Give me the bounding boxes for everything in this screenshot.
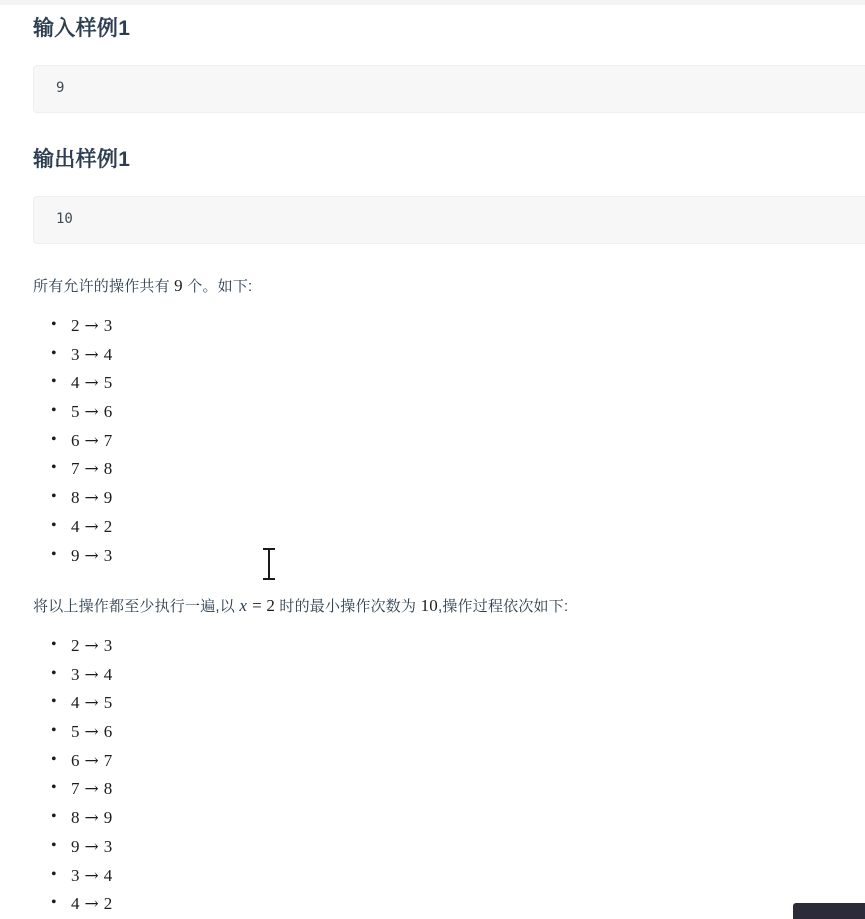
operation-from: 3 (71, 865, 80, 885)
operation-to: 6 (103, 402, 113, 422)
heading-input-sample-1: 输入样例1 (33, 17, 131, 40)
operation-from: 8 (71, 488, 80, 508)
code-block-output-sample-1[interactable]: 10 (33, 196, 865, 244)
arrow-icon: → (84, 316, 99, 336)
operation-from: 7 (71, 459, 80, 479)
arrow-icon: → (84, 808, 99, 829)
list-item (71, 774, 112, 803)
paragraph-2-suffix: ,操作过程依次如下: (437, 598, 569, 615)
operation-to: 3 (103, 316, 113, 335)
operation-from: 4 (71, 693, 80, 713)
operation-from: 4 (71, 373, 80, 393)
operation-from: 3 (71, 344, 80, 364)
operation-to: 5 (103, 373, 113, 393)
top-edge-strip (0, 0, 865, 5)
operation-from: 6 (71, 750, 80, 770)
list-item (71, 688, 112, 717)
operation-from: 9 (71, 836, 80, 856)
heading-output-sample-1: 输出样例1 (33, 148, 131, 171)
operation-to: 7 (103, 750, 113, 770)
list-item (71, 832, 112, 861)
operation-to: 3 (103, 636, 113, 655)
operation-from: 5 (71, 402, 80, 422)
code-block-input-sample-1[interactable]: 9 (33, 65, 865, 113)
arrow-icon: → (84, 459, 99, 480)
operation-from: 2 (71, 316, 80, 335)
list-item (71, 746, 112, 775)
list-item (71, 631, 112, 660)
arrow-icon: → (84, 373, 99, 394)
arrow-icon: → (84, 402, 99, 423)
list-item (71, 861, 112, 890)
operation-to: 3 (103, 836, 113, 856)
arrow-icon: → (84, 545, 99, 566)
operation-to: 4 (103, 664, 113, 684)
list-item (71, 483, 112, 512)
paragraph-2-count: 10 (420, 596, 438, 615)
operation-to: 9 (103, 488, 113, 508)
paragraph-2-prefix: 将以上操作都至少执行一遍,以 (33, 598, 240, 615)
list-item (71, 717, 112, 746)
operation-from: 7 (71, 779, 80, 799)
operation-to: 4 (103, 344, 113, 364)
list-operation-sequence (33, 631, 112, 918)
arrow-icon: → (84, 430, 99, 451)
paragraph-allowed-operations (33, 272, 252, 299)
arrow-icon: → (84, 488, 99, 509)
bottom-right-widget[interactable] (793, 903, 865, 919)
paragraph-operation-sequence (33, 592, 568, 619)
paragraph-2-mid: 时的最小操作次数为 (275, 598, 421, 615)
paragraph-1-prefix: 所有允许的操作共有 (33, 278, 175, 295)
operation-to: 7 (103, 430, 113, 450)
arrow-icon: → (84, 750, 99, 771)
operation-to: 4 (103, 865, 113, 885)
operation-to: 6 (103, 722, 113, 742)
arrow-icon: → (84, 722, 99, 743)
operation-to: 2 (103, 894, 113, 914)
list-item (71, 426, 112, 455)
operation-from: 5 (71, 722, 80, 742)
arrow-icon: → (84, 693, 99, 714)
arrow-icon: → (84, 516, 99, 537)
list-item (71, 889, 112, 918)
operation-to: 8 (103, 459, 113, 479)
arrow-icon: → (84, 664, 99, 685)
arrow-icon: → (84, 636, 99, 656)
list-item (71, 803, 112, 832)
arrow-icon: → (84, 894, 99, 915)
operation-from: 2 (71, 636, 80, 655)
list-item (71, 454, 112, 483)
list-item (71, 512, 112, 541)
list-item (71, 311, 112, 340)
operation-from: 3 (71, 664, 80, 684)
operation-to: 5 (103, 693, 113, 713)
text-cursor-icon (262, 548, 276, 580)
operation-to: 2 (103, 516, 113, 536)
arrow-icon: → (84, 836, 99, 857)
list-item (71, 541, 112, 570)
operation-to: 3 (103, 545, 113, 565)
arrow-icon: → (84, 344, 99, 365)
arrow-icon: → (84, 779, 99, 800)
operation-from: 9 (71, 545, 80, 565)
operation-from: 6 (71, 430, 80, 450)
paragraph-1-suffix: 个。如下: (182, 278, 253, 295)
operation-from: 4 (71, 516, 80, 536)
operation-to: 9 (103, 808, 113, 828)
list-item (71, 340, 112, 369)
operation-from: 4 (71, 894, 80, 914)
arrow-icon: → (84, 865, 99, 886)
paragraph-2-variable: x (239, 596, 248, 615)
operation-to: 8 (103, 779, 113, 799)
list-item (71, 397, 112, 426)
operation-from: 8 (71, 808, 80, 828)
list-item (71, 660, 112, 689)
list-allowed-operations (33, 311, 112, 569)
paragraph-2-equation: = 2 (252, 596, 276, 615)
list-item (71, 368, 112, 397)
paragraph-1-count: 9 (174, 276, 183, 295)
